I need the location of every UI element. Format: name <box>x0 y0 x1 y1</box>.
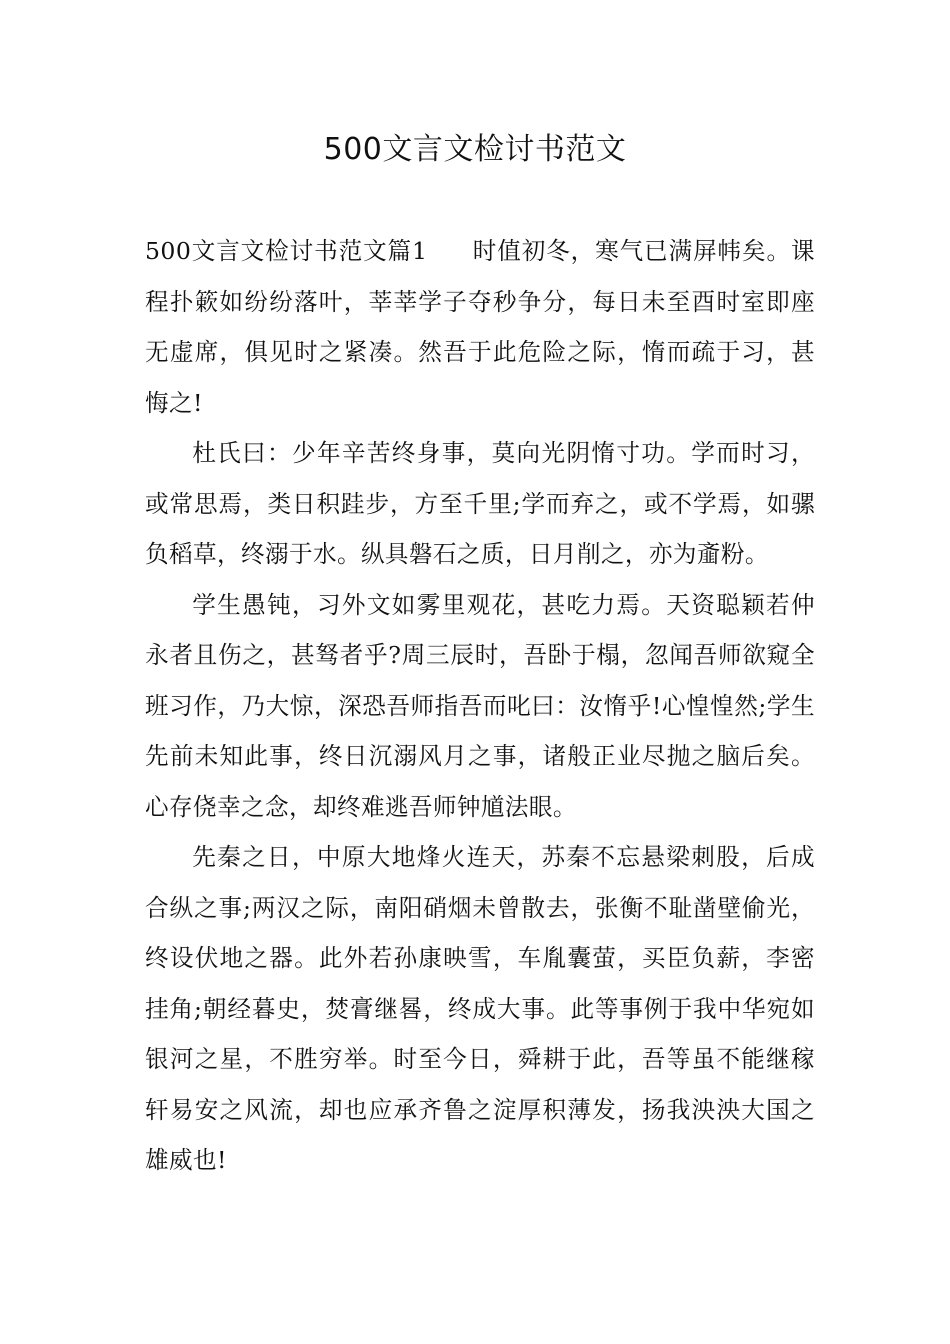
paragraph-1 <box>145 226 815 428</box>
document-title: 500文言文检讨书范文 <box>323 132 627 167</box>
paragraph-1-text: 时值初冬，寒气已满屏帏矣。课程扑簌如纷纷落叶，莘莘学子夺秒争分，每日未至酉时室即座无虚席，俱见时之紧凑。然吾于此危险之际，惰而疏于习，甚悔之! <box>145 237 815 417</box>
paragraph-3: 学生愚钝，习外文如雾里观花，甚吃力焉。天资聪颖若仲永者且伤之，甚驽者乎?周三辰时，吾卧于榻，忽闻吾师欲窥全班习作，乃大惊，深恐吾师指吾而叱曰：汝惰乎!心惶惶然;学生先前未知此事，终日沉溺风月之事，诸般正业尽抛之脑后矣。心存侥幸之念，却终难逃吾师钟馗法眼。 <box>145 590 815 821</box>
document-body <box>145 226 815 1186</box>
section-heading: 500文言文检讨书范文篇1 <box>145 237 428 265</box>
paragraph-4: 先秦之日，中原大地烽火连天，苏秦不忘悬梁刺股，后成合纵之事;两汉之际，南阳硝烟未曾散去，张衡不耻凿壁偷光，终设伏地之器。此外若孙康映雪，车胤囊萤，买臣负薪，李密挂角;朝经暮史，焚膏继晷，终成大事。此等事例于我中华宛如银河之星，不胜穷举。时至今日，舜耕于此，吾等虽不能继稼轩易安之风流，却也应承齐鲁之淀厚积薄发，扬我泱泱大国之雄威也! <box>145 843 815 1174</box>
paragraph-2: 杜氏曰：少年辛苦终身事，莫向光阴惰寸功。学而时习，或常思焉，类日积跬步，方至千里;学而弃之，或不学焉，如骡负稻草，终溺于水。纵具磐石之质，日月削之，亦为齑粉。 <box>145 439 815 568</box>
